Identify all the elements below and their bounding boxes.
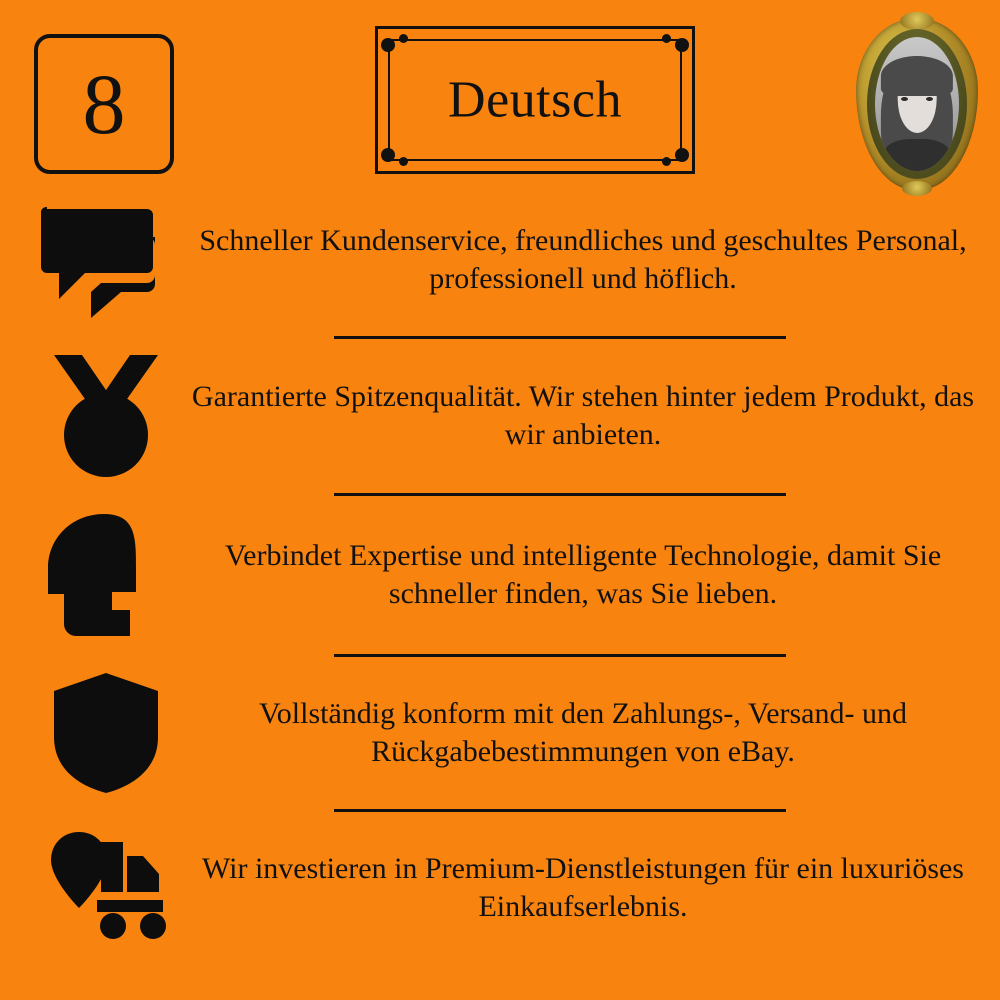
list-item <box>0 818 1000 958</box>
avatar <box>875 37 959 171</box>
list-item-text: Verbindet Expertise und intelligente Technologie, damit Sie schneller finden, was Sie lieben. <box>224 538 942 610</box>
ornament-top-left-icon <box>381 32 425 62</box>
avatar-hair-front <box>881 56 953 96</box>
medal-star-icon <box>26 353 186 479</box>
list-item-text: Garantierte Spitzenqualität. Wir stehen hinter jedem Produkt, das wir anbieten. <box>191 379 975 451</box>
chat-bubbles-icon <box>26 201 186 319</box>
ornament-bottom-left-icon <box>381 138 425 168</box>
divider <box>334 809 786 812</box>
ornament-top-right-icon <box>645 32 689 62</box>
head-gear-icon <box>26 512 186 638</box>
list-item-text: Wir investieren in Premium-Dienstleistungen für ein luxuriöses Einkaufserlebnis. <box>202 851 964 923</box>
number-badge <box>34 34 174 174</box>
portrait-cameo <box>856 18 978 190</box>
list-item <box>0 663 1000 803</box>
list-item-text: Vollständig konform mit den Zahlungs-, Versand- und Rückgabebestimmungen von eBay. <box>259 696 907 768</box>
list-item-text: Schneller Kundenservice, freundliches und geschultes Personal, professionell und höflich. <box>199 223 967 295</box>
ornament-bottom-right-icon <box>645 138 689 168</box>
poster-header <box>0 0 1000 190</box>
list-item <box>0 345 1000 487</box>
shield-check-icon <box>26 671 186 795</box>
divider <box>334 493 786 496</box>
cameo-bow-top-icon <box>900 12 934 30</box>
title-frame <box>375 26 695 174</box>
divider <box>334 654 786 657</box>
badge-number: 8 <box>82 56 126 152</box>
divider <box>334 336 786 339</box>
feature-list <box>0 190 1000 1000</box>
delivery-location-icon <box>26 830 186 946</box>
page-title: Deutsch <box>448 71 622 129</box>
list-item <box>0 502 1000 648</box>
avatar-body <box>883 139 950 171</box>
list-item <box>0 190 1000 330</box>
